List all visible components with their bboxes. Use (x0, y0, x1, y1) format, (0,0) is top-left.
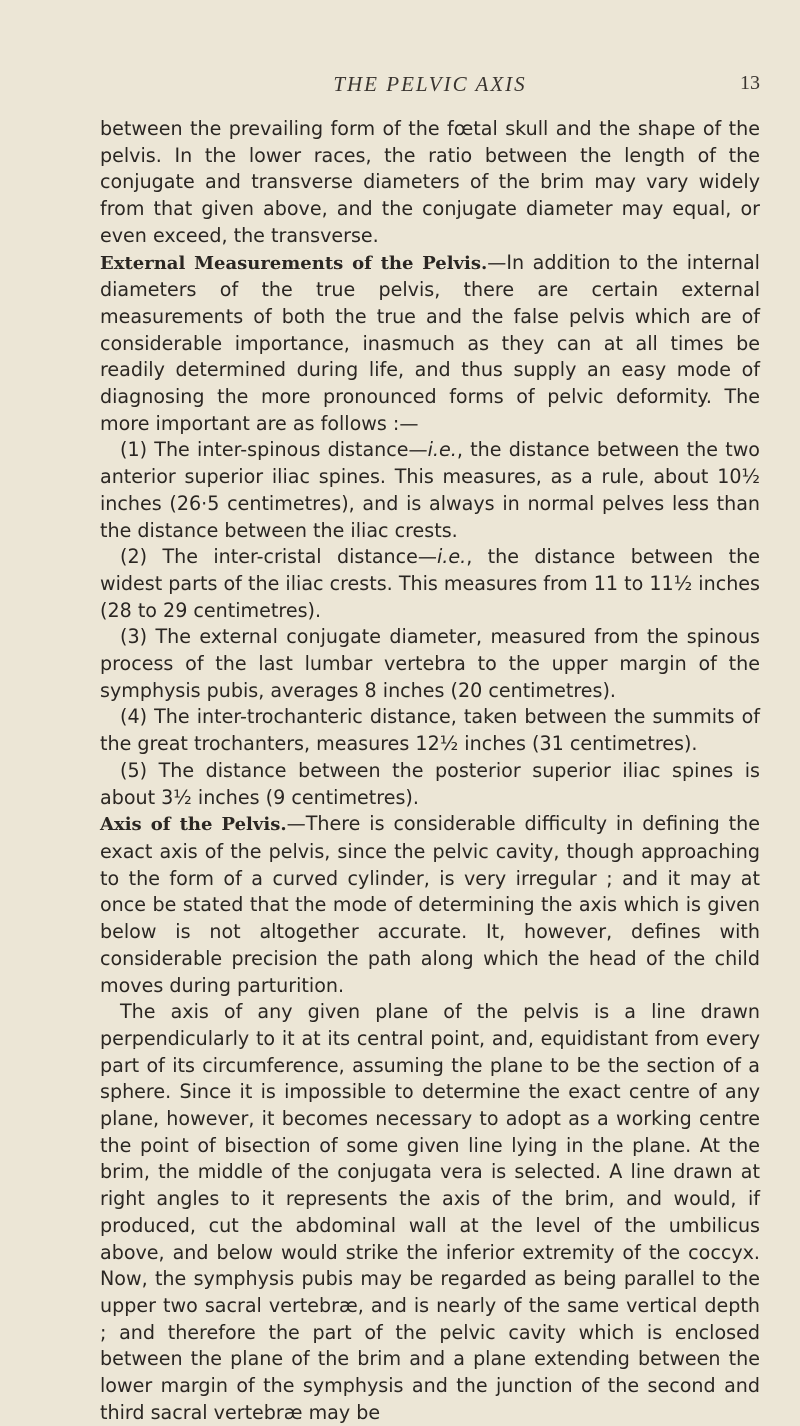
list-item-text: (3) The external conjugate diameter, measured from the spinous process of the last lumbar vertebra to the upper margin of the symphysis pubis, averages 8 inches (20 centimetres). (100, 625, 760, 702)
list-item-text: (4) The inter-trochanteric distance, taken between the summits of the great trochanters, measures 12½ inches (31 centimetres). (100, 705, 760, 756)
paragraph-external-measurements (100, 250, 760, 438)
list-item-text: (5) The distance between the posterior superior iliac spines is about 3½ inches (9 centimetres). (100, 758, 760, 809)
paragraph-axis-definition (100, 999, 760, 1426)
page-number: 13 (740, 72, 760, 94)
list-item-external-conjugate (100, 624, 760, 704)
paragraph-intro (100, 116, 760, 250)
paragraph-text: —In addition to the internal diameters of the true pelvis, there are certain external measurements of both the true and the false pelvis which are of considerable importance, inasmuch as they can at all times be readily determined during life, and thus supply an easy mode of diagnosing the more pronounced forms of pelvic deformity. The more important are as follows :— (100, 250, 760, 435)
list-item-posterior-spines (100, 758, 760, 811)
paragraph-text: between the prevailing form of the fœtal skull and the shape of the pelvis. In the lower races, the ratio between the length of the conjugate and transverse diameters of the brim may vary widely from that given above, and the conjugate diameter may equal, or even exceed, the transverse. (100, 117, 760, 247)
paragraph-text: The axis of any given plane of the pelvis is a line drawn perpendicularly to it at its central point, and, equidistant from every part of its circumference, assuming the plane to be the section of a sphere. Since it is impossible to determine the exact centre of any plane, however, it becomes necessary to adopt as a working centre the point of bisection of some given line lying in the plane. At the brim, the middle of the conjugata vera is selected. A line drawn at right angles to it represents the axis of the brim, and would, if produced, cut the abdominal wall at the level of the umbilicus above, and below would strike the inferior extremity of the coccyx. Now, the symphysis pubis may be regarded as being parallel to the upper two sacral vertebræ, and is nearly of the same vertical depth ; and therefore the part of the pelvic cavity which is enclosed between the plane of the brim and a plane extending between the lower margin of the symphysis and the junction of the second and third sacral vertebræ may be (100, 1000, 760, 1424)
running-title: THE PELVIC AXIS (333, 72, 527, 96)
section-heading-axis-of-pelvis: Axis of the Pelvis. (100, 814, 287, 836)
list-item-lead: (1) The inter-spinous distance— (120, 438, 428, 462)
section-heading-external-measurements: External Measurements of the Pelvis. (100, 252, 488, 274)
paragraph-text: —There is considerable difficulty in defining the exact axis of the pelvis, since the pelvic cavity, though approaching to the form of a curved cylinder, is very irregular ; and it may at once be stated that the mode of determining the axis which is given below is not altogether accurate. It, however, defines with considerable precision the path along which the head of the child moves during parturition. (100, 812, 760, 997)
list-item-inter-trochanteric (100, 704, 760, 757)
list-item-inter-cristal (100, 544, 760, 624)
list-item-abbrev: i.e. (437, 545, 467, 569)
list-item-lead: (2) The inter-cristal distance— (120, 545, 437, 569)
body-text (100, 116, 760, 1426)
list-item-abbrev: i.e. (427, 438, 457, 462)
list-item-text: , the distance between the widest parts of the iliac crests. This measures from 11 to 11½ inches (28 to 29 centimetres). (100, 545, 760, 622)
list-item-inter-spinous (100, 437, 760, 544)
list-item-text: , the distance between the two anterior superior iliac spines. This measures, as a rule, about 10½ inches (26·5 centimetres), and is always in normal pelves less than the distance between the iliac crests. (100, 438, 760, 542)
running-head (100, 72, 760, 102)
paragraph-axis-of-pelvis (100, 811, 760, 999)
